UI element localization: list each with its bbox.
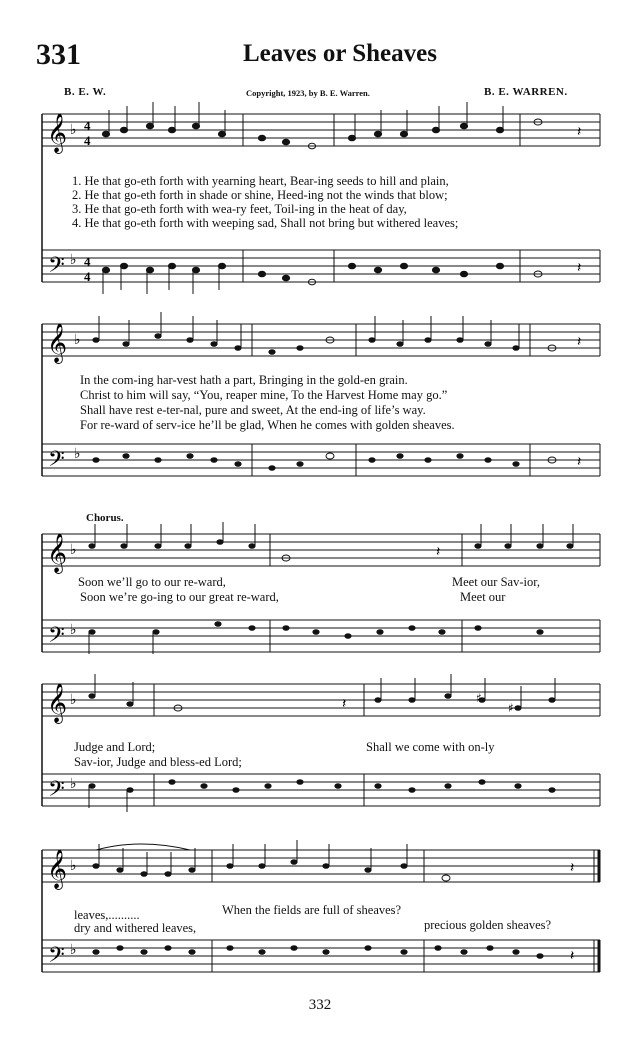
svg-text:♯: ♯ xyxy=(476,691,482,705)
chorus-label: Chorus. xyxy=(86,512,124,524)
chorus-soprano-2: Meet our Sav-ior, xyxy=(452,575,541,589)
svg-text:𝄽: 𝄽 xyxy=(577,125,582,140)
svg-text:𝄞: 𝄞 xyxy=(47,683,68,723)
chorus-soprano-3: Judge and Lord; xyxy=(74,740,156,754)
verse-2-line-2: Christ to him will say, “You, reaper mine, To the Harvest Home may go.” xyxy=(80,388,448,402)
svg-text:𝄢: 𝄢 xyxy=(48,943,65,973)
verse-2-line-1: 2. He that go-eth forth in shade or shine, Heed-ing not the winds that blow; xyxy=(72,188,448,202)
chorus-bass-3: Sav-ior, Judge and bless-ed Lord; xyxy=(74,755,242,769)
verse-4-line-1: 4. He that go-eth forth with weeping sad, Shall not bring but withered leaves; xyxy=(72,216,459,230)
hymn-title: Leaves or Sheaves xyxy=(243,40,437,67)
svg-text:𝄢: 𝄢 xyxy=(48,777,65,807)
verse-3-line-2: Shall have rest e-ter-nal, pure and sweet, At the end-ing of life’s way. xyxy=(80,403,426,417)
chorus-soprano-6: When the fields are full of sheaves? xyxy=(222,903,402,917)
chorus-bass-2: Meet our xyxy=(460,590,506,604)
verse-3-line-1: 3. He that go-eth forth with wea-ry feet, Toil-ing in the heat of day, xyxy=(72,202,407,216)
hymn-number: 331 xyxy=(36,38,81,71)
svg-text:𝄢: 𝄢 xyxy=(48,253,65,283)
svg-text:♭: ♭ xyxy=(70,542,77,558)
lyricist-credit: B. E. W. xyxy=(64,86,107,98)
chorus-soprano-4: Shall we come with on-ly xyxy=(366,740,495,754)
svg-text:♯: ♯ xyxy=(508,701,514,715)
chorus-bass-5: dry and withered leaves, xyxy=(74,921,197,935)
svg-text:♭: ♭ xyxy=(70,858,77,874)
copyright-notice: Copyright, 1923, by B. E. Warren. xyxy=(246,88,370,98)
svg-text:𝄽: 𝄽 xyxy=(570,861,575,876)
svg-text:𝄞: 𝄞 xyxy=(47,323,68,363)
svg-text:𝄽: 𝄽 xyxy=(577,455,582,470)
chorus-bass-6: precious golden sheaves? xyxy=(424,918,552,932)
svg-text:4: 4 xyxy=(84,254,91,269)
svg-text:♭: ♭ xyxy=(70,942,77,958)
svg-text:𝄞: 𝄞 xyxy=(47,113,68,153)
svg-text:𝄽: 𝄽 xyxy=(436,545,441,560)
composer-credit: B. E. WARREN. xyxy=(484,86,568,98)
verse-4-line-2: For re-ward of serv-ice he’ll be glad, When he comes with golden sheaves. xyxy=(80,418,455,432)
page-number: 332 xyxy=(308,997,332,1013)
svg-text:𝄞: 𝄞 xyxy=(47,533,68,573)
svg-text:♭: ♭ xyxy=(74,446,81,462)
svg-text:♭: ♭ xyxy=(70,252,77,268)
svg-text:4: 4 xyxy=(84,118,91,133)
svg-text:♭: ♭ xyxy=(70,692,77,708)
svg-text:𝄽: 𝄽 xyxy=(570,949,575,964)
svg-text:𝄞: 𝄞 xyxy=(47,849,68,889)
svg-text:♭: ♭ xyxy=(74,332,81,348)
svg-text:♭: ♭ xyxy=(70,776,77,792)
svg-text:𝄢: 𝄢 xyxy=(48,623,65,653)
svg-text:𝄽: 𝄽 xyxy=(577,261,582,276)
chorus-soprano-5: leaves,.......... xyxy=(74,908,140,922)
verse-1-line-1: 1. He that go-eth forth with yearning heart, Bear-ing seeds to hill and plain, xyxy=(72,174,449,188)
svg-text:𝄢: 𝄢 xyxy=(48,447,65,477)
svg-text:4: 4 xyxy=(84,269,91,284)
svg-text:𝄽: 𝄽 xyxy=(342,697,347,712)
svg-text:4: 4 xyxy=(84,133,91,148)
verse-1-line-2: In the com-ing har-vest hath a part, Bringing in the gold-en grain. xyxy=(80,373,408,387)
svg-text:𝄽: 𝄽 xyxy=(577,335,582,350)
chorus-bass-1: Soon we’re go-ing to our great re-ward, xyxy=(80,590,279,604)
chorus-soprano-1: Soon we’ll go to our re-ward, xyxy=(78,575,226,589)
svg-text:♭: ♭ xyxy=(70,122,77,138)
svg-text:♭: ♭ xyxy=(70,622,77,638)
